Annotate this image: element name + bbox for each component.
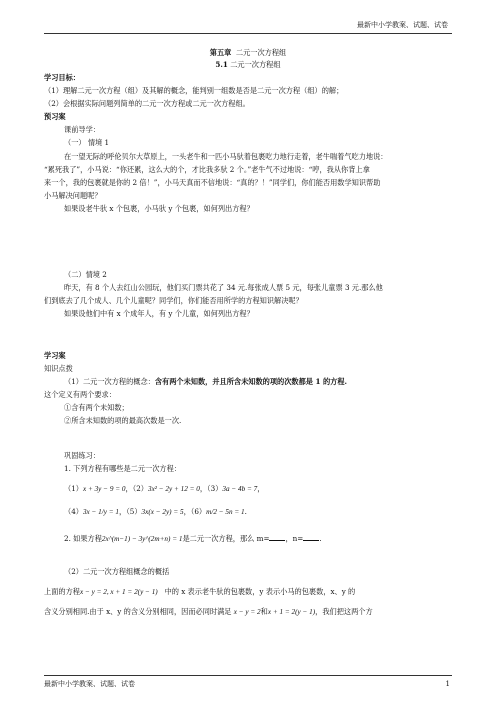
solution-line-2: 含义分别相同.由于 x、y 的含义分别相同，因而必同时满足 x − y = 2和x + 1 = 2(y − 1)，我们把这两个方 <box>44 607 373 616</box>
footer-text: 最新中小学教案、试题、试卷 <box>44 680 135 688</box>
concept-line: （1）二元一次方程的概念：含有两个未知数，并且所含未知数的项的次数都是 1 的方程. <box>64 377 348 386</box>
scene2-label: （二）情境 2 <box>64 270 107 279</box>
footer-rule <box>44 675 452 676</box>
question-1: 1. 下列方程有哪些是二元一次方程： <box>64 464 181 473</box>
answer-blank-m[interactable] <box>269 533 285 541</box>
requirement-1: ①含有两个未知数； <box>64 403 129 412</box>
objectives-heading: 学习目标： <box>44 73 80 82</box>
equation-row-2: （4）3x − 1/y = 1，（5）3x(x − 2y) = 5，（6）m/2 − 5n = 1. <box>64 507 247 516</box>
question-2: 2. 如果方程2x^(m−1) − 3y^(2m+n) = 1是二元一次方程，那么 m= ，n= . <box>64 534 322 543</box>
requirement-2: ②所含未知数的项的最高次数是一次. <box>64 416 182 425</box>
points-heading: 知识点拨 <box>44 364 73 373</box>
solution-line-1: 上面的方程x − y = 2, x + 1 = 2(y − 1) 中的 x 表示老牛驮的包裹数，y 表示小马的包裹数，x、y 的 <box>44 587 356 596</box>
preview-heading: 预习案 <box>44 112 66 121</box>
scene1-question: 如果设老牛驮 x 个包裹，小马驮 y 个包裹，如何列出方程？ <box>64 204 254 213</box>
objective-2: （2）会根据实际问题列简单的二元一次方程或二元一次方程组。 <box>44 99 250 108</box>
scene2-question: 如果设他们中有 x 个成年人，有 y 个儿童，如何列出方程？ <box>64 309 254 318</box>
practice-heading: 巩固练习： <box>64 451 100 460</box>
requirement-intro: 这个定义有两个要求： <box>44 390 116 399</box>
scene1-line-4: 小马解决问题呢？ <box>44 191 102 200</box>
scene1-label: （一） 情境 1 <box>64 138 110 147</box>
scene1-line-2: “累死我了”，小马说：“你还累，这么大的个，才比我多驮 2 个。”老牛气不过地说：“哼，我从你背上拿 <box>44 165 370 174</box>
chapter-title: 第五章 二元一次方程组 <box>209 48 287 57</box>
header-rule <box>44 33 452 34</box>
page-number: 1 <box>445 680 450 688</box>
answer-blank-n[interactable] <box>303 533 319 541</box>
section-title: 5.1 二元一次方程组 <box>215 60 281 69</box>
study-heading: 学习案 <box>44 351 66 360</box>
scene2-line-2: 们到底去了几个成人、几个儿童呢？同学们，你们能否用所学的方程知识解决呢？ <box>44 296 303 305</box>
guide-label: 课前导学： <box>64 125 100 134</box>
solution-heading: （2）二元一次方程组概念的概括 <box>64 567 170 576</box>
scene2-line-1: 昨天，有 8 个人去红山公园玩，他们买门票共花了 34 元.每张成人票 5 元，每张儿童票 3 元.那么他 <box>64 283 383 292</box>
page-header: 最新中小学教案、试题、试卷 <box>357 21 448 29</box>
scene1-line-1: 在一望无际的呼伦贝尔大草原上，一头老牛和一匹小马驮着包裹吃力地行走着，老牛喘着气吃力地说： <box>64 152 388 161</box>
objective-1: （1）理解二元一次方程（组）及其解的概念，能判别一组数是否是二元一次方程（组）的解； <box>44 86 344 95</box>
scene1-line-3: 来一个，我的包裹就是你的 2 倍！”，小马天真而不信地说：“真的？！”同学们，你们能否用数学知识帮助 <box>44 178 381 187</box>
equation-row-1: （1）x + 3y − 9 = 0，（2）3x² − 2y + 12 = 0，（3）3a − 4b = 7， <box>64 484 265 493</box>
